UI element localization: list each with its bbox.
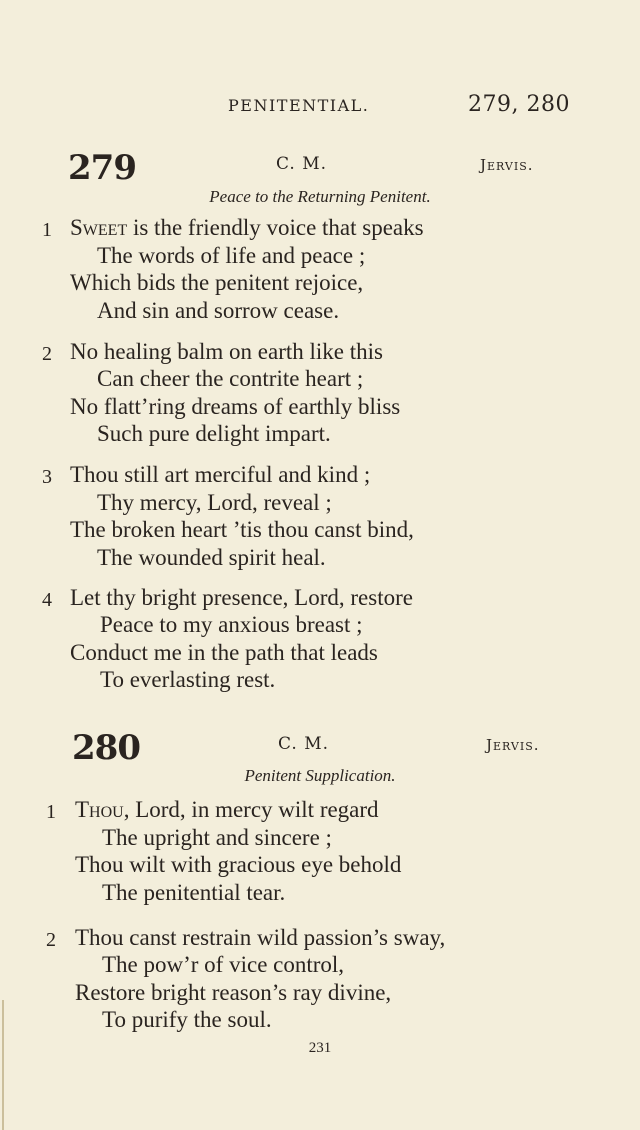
hymn-header-279 <box>0 148 640 188</box>
verse-line: Can cheer the contrite heart ; <box>97 366 364 391</box>
verse-line <box>75 797 379 823</box>
hymn-tune: Jervis. <box>480 156 534 174</box>
verse-line: Thou still art merciful and kind ; <box>70 462 371 487</box>
verse-line: To purify the soul. <box>102 1007 272 1032</box>
hymn-number: 280 <box>72 728 140 768</box>
verse-line: Peace to my anxious breast ; <box>100 612 363 637</box>
hymn-tune: Jervis. <box>486 736 540 754</box>
verse-line: Thou wilt with gracious eye behold <box>75 852 402 877</box>
verse-line: Conduct me in the path that leads <box>70 640 378 665</box>
hymn-subtitle: Peace to the Returning Penitent. <box>209 187 431 206</box>
stanza-number: 4 <box>42 589 52 611</box>
verse-line <box>70 215 424 241</box>
verse-line: To everlasting rest. <box>100 667 276 692</box>
first-word: Sweet <box>70 215 128 240</box>
hymn-number: 279 <box>68 148 136 188</box>
verse-line: The upright and sincere ; <box>102 825 332 850</box>
verse-line: The broken heart ’tis thou canst bind, <box>70 517 414 542</box>
running-head-title: PENITENTIAL. <box>228 96 370 115</box>
verse-line: And sin and sorrow cease. <box>97 298 340 323</box>
verse-line: The penitential tear. <box>102 880 286 905</box>
stanza-number: 2 <box>42 343 52 365</box>
running-head <box>0 92 640 122</box>
running-head-hymn-numbers: 279, 280 <box>468 92 570 117</box>
verse-line: Thou canst restrain wild passion’s sway, <box>75 925 446 950</box>
hymn-subtitle: Penitent Supplication. <box>244 766 396 785</box>
stanza-number: 2 <box>46 929 56 951</box>
verse-line: The pow’r of vice control, <box>102 952 345 977</box>
verse-line: Such pure delight impart. <box>97 421 331 446</box>
verse-line-text: , Lord, in mercy wilt regard <box>123 797 379 822</box>
verse-line-text: is the friendly voice that speaks <box>127 215 424 240</box>
hymn-meter: C. M. <box>278 734 330 754</box>
hymn-meter: C. M. <box>276 154 328 174</box>
stanza-number: 3 <box>42 466 52 488</box>
page-number: 231 <box>308 1040 332 1056</box>
verse-line: No healing balm on earth like this <box>70 339 383 364</box>
first-word: Thou <box>75 797 124 822</box>
verse-line: Which bids the penitent rejoice, <box>70 270 364 295</box>
verse-line: Thy mercy, Lord, reveal ; <box>97 490 332 515</box>
verse-line: No flatt’ring dreams of earthly bliss <box>70 394 401 419</box>
page-edge-shadow <box>2 1000 4 1130</box>
verse-line: The wounded spirit heal. <box>97 545 326 570</box>
verse-line: Restore bright reason’s ray divine, <box>75 980 392 1005</box>
stanza-number: 1 <box>46 801 56 823</box>
verse-line: Let thy bright presence, Lord, restore <box>70 585 413 610</box>
verse-line: The words of life and peace ; <box>97 243 366 268</box>
stanza-number: 1 <box>42 219 52 241</box>
hymn-header-280 <box>0 728 640 768</box>
